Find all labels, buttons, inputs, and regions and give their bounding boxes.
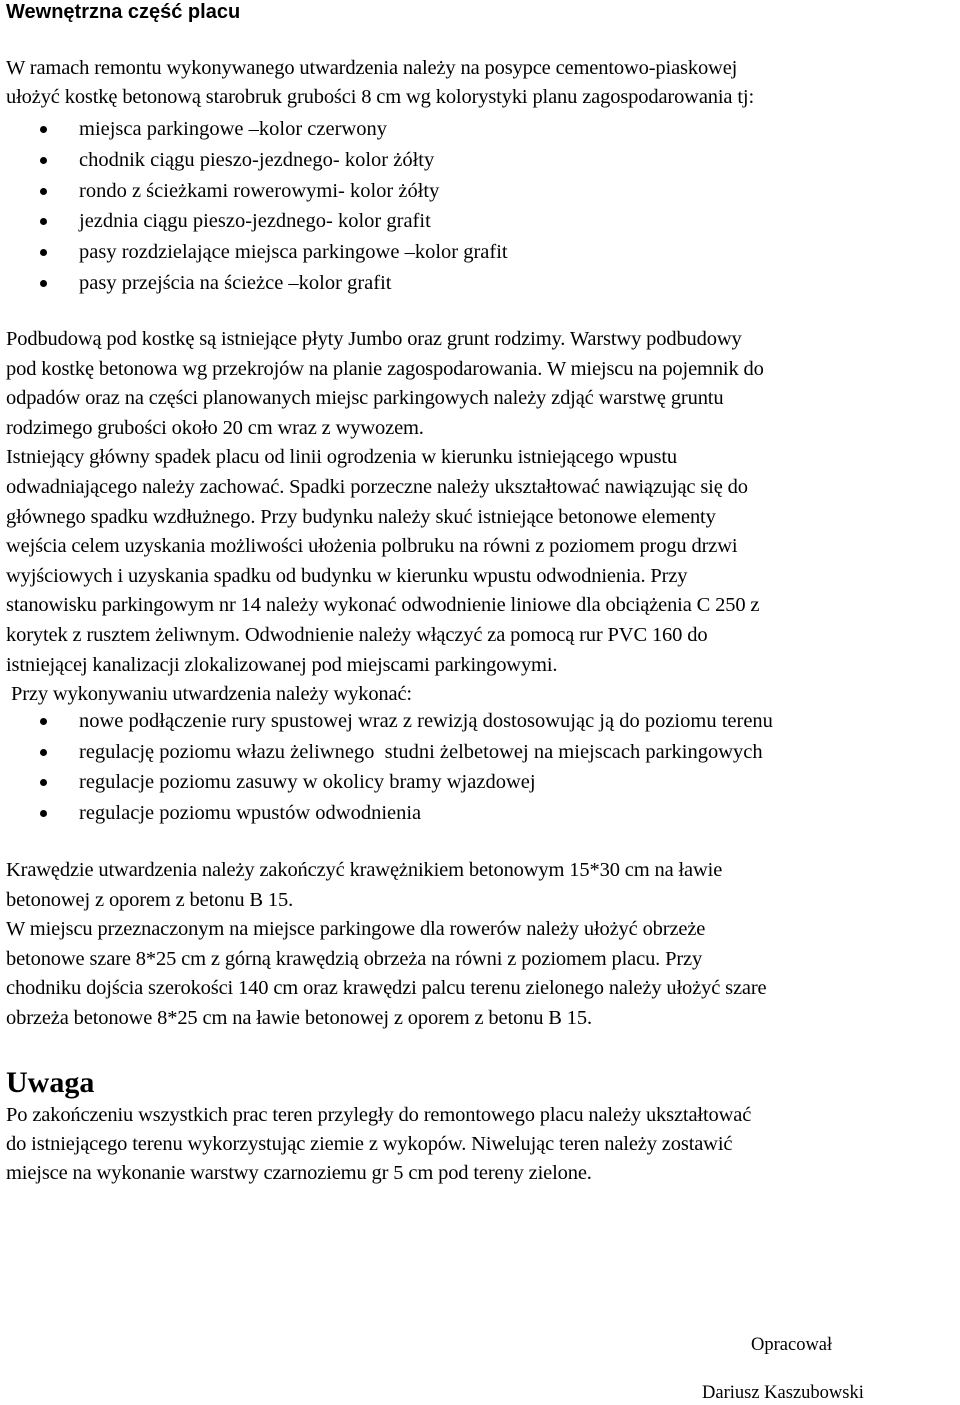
section-heading: Wewnętrzna część placu — [6, 1, 241, 23]
intro-paragraph — [6, 54, 956, 112]
text-line: wyjściowych i uzyskania spadku od budynku w kierunku wpustu odwodnienia. Przy — [6, 564, 688, 587]
text-line: Podbudową pod kostkę są istniejące płyty Jumbo oraz grunt rodzimy. Warstwy podbudowy — [6, 328, 742, 350]
text-line: głównego spadku wzdłużnego. Przy budynku należy skuć istniejące betonowe elementy — [6, 505, 716, 528]
bullet-icon — [40, 218, 47, 225]
list-item: miejsca parkingowe –kolor czerwony — [0, 114, 960, 145]
bullet-icon — [40, 157, 47, 164]
text-line: W ramach remontu wykonywanego utwardzenia należy na posypce cementowo-piaskowej — [6, 57, 738, 79]
text-line: Krawędzie utwardzenia należy zakończyć krawężnikiem betonowym 15*30 cm na ławie — [6, 859, 723, 881]
list-item: nowe podłączenie rury spustowej wraz z rewizją dostosowując ją do poziomu terenu — [0, 706, 960, 737]
text-line: Po zakończeniu wszystkich prac teren przyległy do remontowego placu należy ukształtować — [6, 1104, 752, 1126]
text-line: rodzimego grubości około 20 cm wraz z wywozem. — [6, 416, 424, 439]
works-list — [0, 706, 960, 828]
text-line: wejścia celem uzyskania możliwości ułożenia polbruku na równi z poziomem progu drzwi — [6, 535, 738, 558]
text-line: korytek z rusztem żeliwnym. Odwodnienie należy włączyć za pomocą rur PVC 160 do — [6, 623, 708, 646]
text-line: istniejącej kanalizacji zlokalizowanej pod miejscami parkingowymi. — [6, 653, 558, 676]
text-line: stanowisku parkingowym nr 14 należy wykonać odwodnienie liniowe dla obciążenia C 250 z — [6, 594, 760, 617]
list-item: chodnik ciągu pieszo-jezdnego- kolor żółty — [0, 145, 960, 176]
list-item: rondo z ścieżkami rowerowymi- kolor żółty — [0, 176, 960, 207]
list-item: pasy przejścia na ścieżce –kolor grafit — [0, 268, 960, 299]
bullet-icon — [40, 126, 47, 133]
prepared-by-label: Opracował — [751, 1335, 833, 1355]
bullet-icon — [40, 749, 47, 756]
bullet-icon — [40, 779, 47, 786]
curbs-paragraph — [6, 856, 956, 1034]
paving-color-list — [0, 114, 960, 299]
text-line: betonowej z oporem z betonu B 15. — [6, 888, 294, 911]
text-line: obrzeża betonowe 8*25 cm na ławie betonowej z oporem z betonu B 15. — [6, 1006, 592, 1029]
uwaga-heading: Uwaga — [6, 1066, 95, 1099]
bullet-icon — [40, 280, 47, 287]
bullet-icon — [40, 810, 47, 817]
text-line: miejsce na wykonanie warstwy czarnoziemu gr 5 cm pod tereny zielone. — [6, 1162, 592, 1185]
list-item: jezdnia ciągu pieszo-jezdnego- kolor grafit — [0, 206, 960, 237]
list-item: pasy rozdzielające miejsca parkingowe –kolor grafit — [0, 237, 960, 268]
list-item: regulację poziomu włazu żeliwnego studni żelbetowej na miejscach parkingowych — [0, 737, 960, 768]
text-line: betonowe szare 8*25 cm z górną krawędzią obrzeża na równi z poziomem placu. Przy — [6, 947, 703, 970]
author-name: Dariusz Kaszubowski — [702, 1383, 864, 1403]
text-line: odwadniającego należy zachować. Spadki porzeczne należy ukształtować nawiązując się do — [6, 475, 748, 498]
list-item: regulacje poziomu wpustów odwodnienia — [0, 798, 960, 829]
text-line: chodniku dojścia szerokości 140 cm oraz krawędzi palcu terenu zielonego należy ułożyć szare — [6, 977, 767, 1000]
bullet-icon — [40, 718, 47, 725]
text-line: do istniejącego terenu wykorzystując ziemie z wykopów. Niwelując teren należy zostawić — [6, 1133, 733, 1156]
bullet-icon — [40, 249, 47, 256]
foundation-paragraph — [6, 325, 956, 710]
bullet-icon — [40, 188, 47, 195]
text-line: pod kostkę betonowa wg przekrojów na planie zagospodarowania. W miejscu na pojemnik do — [6, 357, 764, 380]
text-line: Przy wykonywaniu utwardzenia należy wykonać: — [6, 683, 412, 706]
closing-paragraph — [6, 1101, 956, 1189]
list-item: regulacje poziomu zasuwy w okolicy bramy wjazdowej — [0, 767, 960, 798]
text-line: odpadów oraz na części planowanych miejsc parkingowych należy zdjąć warstwę gruntu — [6, 387, 724, 410]
text-line: W miejscu przeznaczonym na miejsce parkingowe dla rowerów należy ułożyć obrzeże — [6, 918, 706, 941]
text-line: Istniejący główny spadek placu od linii ogrodzenia w kierunku istniejącego wpustu — [6, 446, 678, 469]
text-line: ułożyć kostkę betonową starobruk grubości 8 cm wg kolorystyki planu zagospodarowania tj: — [6, 86, 754, 109]
